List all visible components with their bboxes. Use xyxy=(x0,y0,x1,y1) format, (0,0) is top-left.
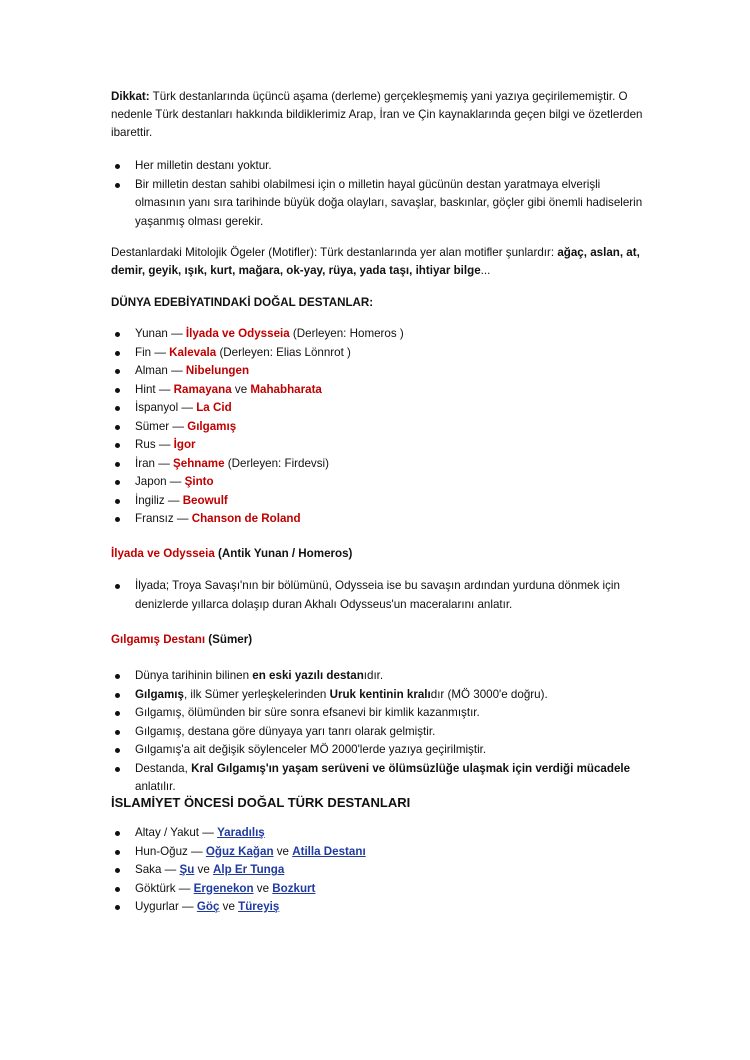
list-item: İspanyol — La Cid xyxy=(111,399,651,418)
turkish-epics-list xyxy=(111,824,651,917)
motifs-paragraph xyxy=(111,244,651,280)
list-item: Hun-Oğuz — Oğuz Kağan ve Atilla Destanı xyxy=(111,843,651,862)
bullet-icon xyxy=(115,462,120,467)
dikkat-paragraph xyxy=(111,88,651,142)
world-epics-heading: DÜNYA EDEBİYATINDAKİ DOĞAL DESTANLAR: xyxy=(111,296,374,309)
bullet-icon xyxy=(115,693,120,698)
dikkat-text: Türk destanlarında üçüncü aşama (derleme) gerçekleşmemiş yani yazıya geçirilememiştir. O nedenle Türk destanları hakkında bildiklerimiz Arap, İran ve Çin kaynaklarında geçen bilgi ve özetlerden ibarettir. xyxy=(111,90,643,139)
world-epics-list xyxy=(111,325,651,529)
list-item: Destanda, Kral Gılgamış'ın yaşam serüveni ve ölümsüzlüğe ulaşmak için verdiği mücadele anlatılır. xyxy=(111,760,651,797)
list-item: İlyada; Troya Savaşı'nın bir bölümünü, Odysseia ise bu savaşın ardından yurduna dönmek için denizlerde yıllarca dolaşıp duran Akhalı Odysseus'un maceralarını anlatır. xyxy=(111,577,651,614)
list-item: İran — Şehname (Derleyen: Firdevsi) xyxy=(111,455,651,474)
bullet-icon xyxy=(115,351,120,356)
bullet-icon xyxy=(115,369,120,374)
list-item: İngiliz — Beowulf xyxy=(111,492,651,511)
gilgamesh-subtitle: (Sümer) xyxy=(205,633,253,646)
bullet-icon xyxy=(115,584,120,589)
epic-link-su[interactable]: Şu xyxy=(179,863,195,876)
epic-link-atilla[interactable]: Atilla Destanı xyxy=(292,844,366,858)
bullet-icon xyxy=(115,480,120,485)
bullet-icon xyxy=(115,517,120,522)
iliad-list xyxy=(111,577,651,614)
list-item: Göktürk — Ergenekon ve Bozkurt xyxy=(111,880,651,899)
bullet-icon xyxy=(115,388,120,393)
bullet-icon xyxy=(115,406,120,411)
list-item: Yunan — İlyada ve Odysseia (Derleyen: Homeros ) xyxy=(111,325,651,344)
list-item: Japon — Şinto xyxy=(111,473,651,492)
epic-link-ergenekon[interactable]: Ergenekon xyxy=(193,881,254,895)
motifs-bold: ağaç, aslan, at, demir, geyik, ışık, kurt, mağara, ok-yay, rüya, yada taşı, ihtiyar bilge xyxy=(111,246,640,277)
epic-link-tureyis[interactable]: Türeyiş xyxy=(238,900,280,913)
bullet-icon xyxy=(115,730,120,735)
notes-list xyxy=(111,157,651,231)
bullet-icon xyxy=(115,332,120,337)
gilgamesh-heading xyxy=(111,631,252,649)
bullet-icon xyxy=(115,887,120,892)
list-item: Uygurlar — Göç ve Türeyiş xyxy=(111,898,651,917)
list-item: Bir milletin destan sahibi olabilmesi için o milletin hayal gücünün destan yaratmaya elverişli olmasının yanı sıra tarihinde büyük doğa olayları, savaşlar, baskınlar, göçler gibi önemli hadiselerin yaşanmış olması gerekir. xyxy=(111,176,651,232)
bullet-icon xyxy=(115,499,120,504)
list-item: Her milletin destanı yoktur. xyxy=(111,157,651,176)
epic-link-oguz-kagan[interactable]: Oğuz Kağan xyxy=(205,844,274,858)
gilgamesh-title: Gılgamış Destanı xyxy=(111,633,206,646)
gilgamesh-list xyxy=(111,667,651,797)
turkish-epics-heading: İSLAMİYET ÖNCESİ DOĞAL TÜRK DESTANLARI xyxy=(111,795,411,810)
list-item: Gılgamış, destana göre dünyaya yarı tanrı olarak gelmiştir. xyxy=(111,723,651,742)
list-item: Fin — Kalevala (Derleyen: Elias Lönnrot ) xyxy=(111,344,651,363)
dikkat-label: Dikkat: xyxy=(111,90,150,103)
epic-link-alp-er-tunga[interactable]: Alp Er Tunga xyxy=(212,863,285,876)
epic-link-goc[interactable]: Göç xyxy=(196,900,220,913)
list-item: Fransız — Chanson de Roland xyxy=(111,510,651,529)
epic-link-yaradilis[interactable]: Yaradılış xyxy=(217,826,265,839)
iliad-subtitle: (Antik Yunan / Homeros) xyxy=(214,547,353,560)
bullet-icon xyxy=(115,711,120,716)
list-item: Rus — İgor xyxy=(111,436,651,455)
bullet-icon xyxy=(115,443,120,448)
bullet-icon xyxy=(115,831,120,836)
bullet-icon xyxy=(115,850,120,855)
list-item: Saka — Şu ve Alp Er Tunga xyxy=(111,861,651,880)
list-item: Gılgamış'a ait değişik söylenceler MÖ 2000'lerde yazıya geçirilmiştir. xyxy=(111,741,651,760)
list-item: Altay / Yakut — Yaradılış xyxy=(111,824,651,843)
iliad-title: İlyada ve Odysseia xyxy=(111,547,215,560)
bullet-icon xyxy=(115,674,120,679)
motifs-tail: ... xyxy=(480,264,491,277)
bullet-icon xyxy=(115,767,120,772)
epic-link-bozkurt[interactable]: Bozkurt xyxy=(272,881,316,895)
list-item: Gılgamış, ilk Sümer yerleşkelerinden Uruk kentinin kralıdır (MÖ 3000'e doğru). xyxy=(111,686,651,705)
motifs-lead: Destanlardaki Mitolojik Ögeler (Motifler): Türk destanlarında yer alan motifler şunlardır: xyxy=(111,246,558,259)
bullet-icon xyxy=(115,868,120,873)
bullet-icon xyxy=(115,183,120,188)
list-item: Sümer — Gılgamış xyxy=(111,418,651,437)
list-item: Gılgamış, ölümünden bir süre sonra efsanevi bir kimlik kazanmıştır. xyxy=(111,704,651,723)
list-item: Alman — Nibelungen xyxy=(111,362,651,381)
list-item: Dünya tarihinin bilinen en eski yazılı destanıdır. xyxy=(111,667,651,686)
list-item: Hint — Ramayana ve Mahabharata xyxy=(111,381,651,400)
bullet-icon xyxy=(115,425,120,430)
bullet-icon xyxy=(115,748,120,753)
bullet-icon xyxy=(115,905,120,910)
iliad-heading xyxy=(111,545,352,563)
bullet-icon xyxy=(115,164,120,169)
